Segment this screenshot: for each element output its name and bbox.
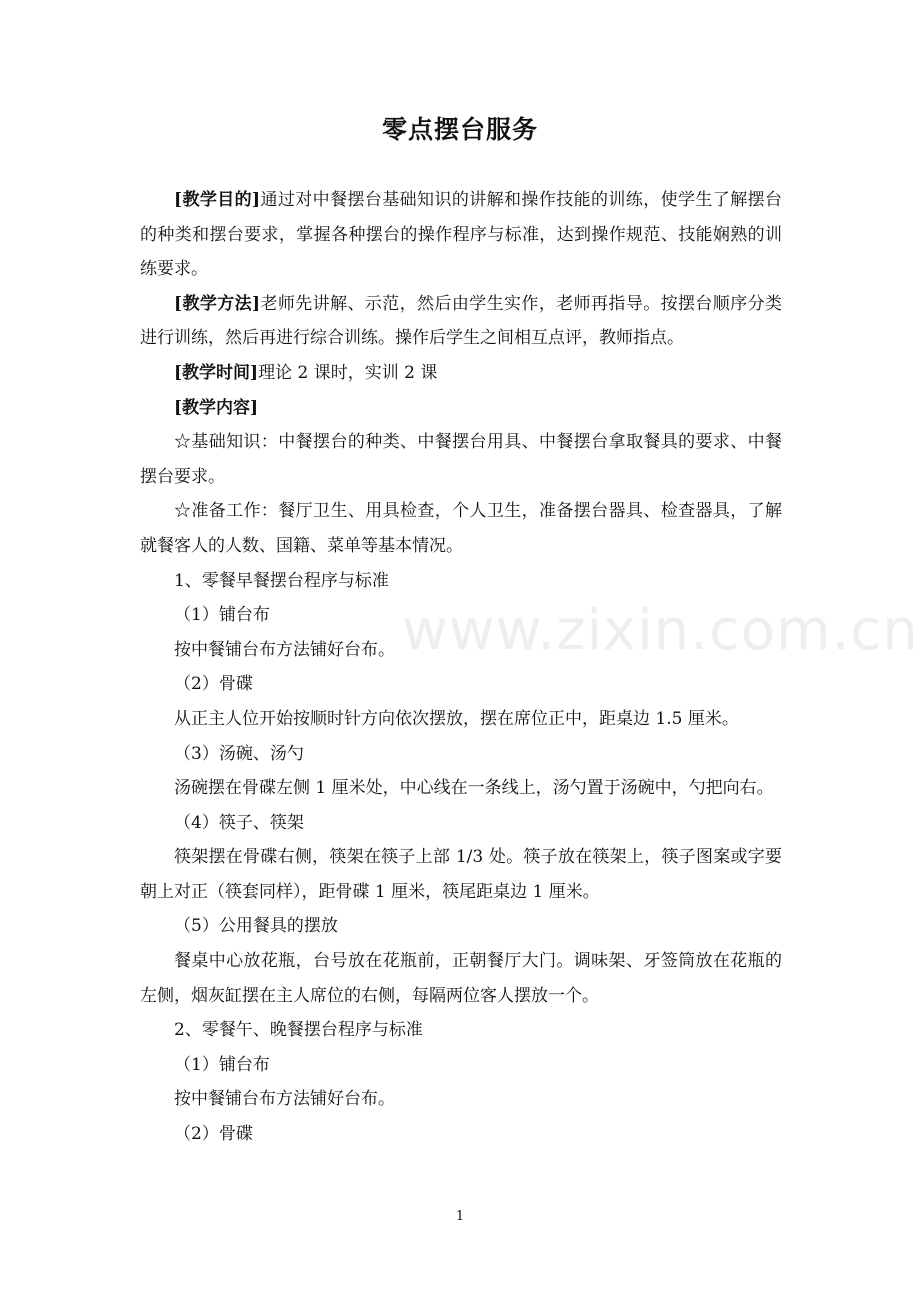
- basics-paragraph: ☆基础知识：中餐摆台的种类、中餐摆台用具、中餐摆台拿取餐具的要求、中餐摆台要求。: [140, 432, 782, 487]
- lunch-dinner-item-heading: （1）铺台布: [174, 1054, 270, 1075]
- page-number: 1: [455, 1209, 465, 1224]
- breakfast-item-text: 餐桌中心放花瓶，台号放在花瓶前，正朝餐厅大门。调味架、牙签筒放在花瓶的左侧，烟灰缸摆在主人席位的右侧，每隔两位客人摆放一个。: [140, 951, 782, 1006]
- breakfast-item-heading: （4）筷子、筷架: [174, 812, 304, 833]
- content-label: [教学内容]: [174, 397, 259, 418]
- document-body: [140, 183, 782, 1152]
- content-paragraph: [140, 391, 782, 426]
- breakfast-item-heading: （5）公用餐具的摆放: [174, 916, 338, 937]
- prep-paragraph: ☆准备工作：餐厅卫生、用具检查，个人卫生，准备摆台器具、检查器具，了解就餐客人的人数、国籍、菜单等基本情况。: [140, 501, 782, 556]
- breakfast-item-heading: （3）汤碗、汤勺: [174, 743, 304, 764]
- method-paragraph: [140, 287, 782, 356]
- lunch-dinner-item-heading: （2）骨碟: [174, 1124, 253, 1145]
- lunch-dinner-item-text: 按中餐铺台布方法铺好台布。: [174, 1089, 395, 1110]
- breakfast-item-heading: （1）铺台布: [174, 605, 270, 626]
- watermark: www.zixin.com.cn: [402, 598, 919, 663]
- time-label: [教学时间]: [174, 362, 259, 383]
- method-label: [教学方法]: [174, 293, 261, 314]
- method-text: 老师先讲解、示范，然后由学生实作，老师再指导。按摆台顺序分类进行训练，然后再进行综合训练。操作后学生之间相互点评，教师指点。: [140, 293, 782, 349]
- breakfast-item-text: 按中餐铺台布方法铺好台布。: [174, 639, 395, 660]
- objective-paragraph: [140, 183, 782, 287]
- lunch-dinner-heading: 2、零餐午、晚餐摆台程序与标准: [174, 1020, 423, 1041]
- breakfast-heading: 1、零餐早餐摆台程序与标准: [174, 570, 389, 591]
- breakfast-item-text: 从正主人位开始按顺时针方向依次摆放，摆在席位正中，距桌边 1.5 厘米。: [174, 708, 739, 729]
- time-paragraph: [140, 356, 782, 391]
- objective-label: [教学目的]: [174, 190, 261, 210]
- time-text: 理论 2 课时，实训 2 课: [258, 362, 438, 383]
- breakfast-item-text: 筷架摆在骨碟右侧，筷架在筷子上部 1/3 处。筷子放在筷架上，筷子图案或字要朝上对正（筷套同样），距骨碟 1 厘米，筷尾距桌边 1 厘米。: [140, 847, 782, 902]
- breakfast-item-text: 汤碗摆在骨碟左侧 1 厘米处，中心线在一条线上，汤勺置于汤碗中，勺把向右。: [174, 778, 774, 799]
- breakfast-item-heading: （2）骨碟: [174, 674, 253, 695]
- page-title: 零点摆台服务: [381, 115, 538, 144]
- objective-text: 通过对中餐摆台基础知识的讲解和操作技能的训练，使学生了解摆台的种类和摆台要求，掌握各种摆台的操作程序与标准，达到操作规范、技能娴熟的训练要求。: [140, 190, 782, 280]
